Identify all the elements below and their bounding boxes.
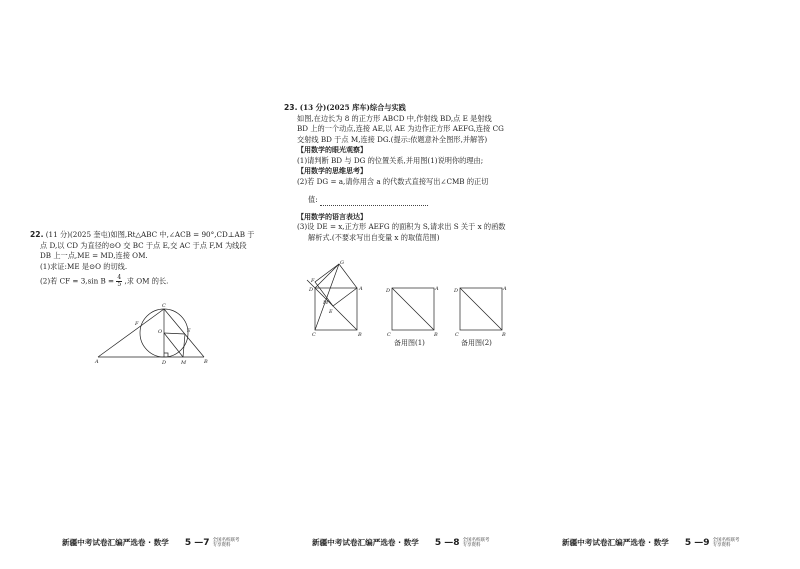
- q22-line2: 点 D,以 CD 为直径的⊙O 交 BC 于点 E,交 AC 于点 F,M 为线段: [40, 240, 247, 250]
- q22-label-a: A: [95, 359, 99, 365]
- q23-intro2: BD 上的一个动点,连接 AE,以 AE 为边作正方形 AEFG,连接 CG: [297, 124, 504, 133]
- q22-part2-prefix: (2)若 CF = 3,sin B =: [40, 276, 115, 286]
- footer-logo-bottom: 专享资料: [462, 542, 481, 548]
- footer-logo-bottom: 专享资料: [712, 542, 731, 548]
- footer-title: 新疆中考试卷汇编严选卷 · 数学: [562, 538, 669, 547]
- q23-label-m: M: [323, 300, 329, 306]
- footer-page-7: [62, 537, 240, 548]
- q22-label-f: F: [135, 321, 139, 327]
- q23-part3a: (3)设 DE = x,正方形 AEFG 的面积为 S,请求出 S 关于 x 的函数: [297, 222, 506, 231]
- q23-number: 23.: [284, 103, 298, 112]
- question-22: [30, 230, 255, 288]
- q22-label-m: M: [181, 360, 187, 366]
- footer-logo: [213, 538, 240, 548]
- q22-label-o: O: [158, 329, 163, 335]
- q22-label-e: E: [187, 328, 191, 334]
- q22-fraction: [116, 275, 122, 288]
- q22-fraction-numerator: 4: [117, 274, 122, 281]
- q22-part2: [30, 275, 255, 288]
- q23-line-cg: [315, 264, 339, 330]
- footer-page-number: 5 —9: [684, 537, 710, 548]
- q23-label-f: F: [311, 278, 315, 284]
- q23-part2a: (2)若 DG = a,请你用含 a 的代数式直接写出∠CMB 的正切: [297, 176, 489, 186]
- q23-spare-figure-2: [452, 282, 510, 340]
- q23-spare2-diagonal: [460, 288, 502, 330]
- footer-logo: [463, 538, 490, 548]
- footer-logo-top: 全国名校联考: [212, 537, 240, 543]
- q23-label-g: G: [340, 260, 344, 266]
- q23-part2b: [284, 195, 534, 206]
- footer-logo-bottom: 专享资料: [212, 542, 231, 548]
- footer-page-number: 5 —7: [184, 537, 210, 548]
- q23-spare1-label-d: D: [386, 288, 391, 294]
- q22-line3: DB 上一点,ME = MD,连接 OM.: [40, 251, 148, 260]
- q22-part1: (1)求证:ME 是⊙O 的切线.: [40, 261, 128, 271]
- q23-label-c: C: [312, 332, 316, 338]
- q23-spare2-label-a: A: [503, 286, 507, 292]
- q22-line-oe: [164, 333, 185, 334]
- q23-label-b: B: [358, 332, 362, 338]
- q23-label-e: E: [329, 309, 333, 315]
- q23-section3: 【用数学的语言表达】: [297, 212, 367, 221]
- footer-logo-top: 全国名校联考: [462, 537, 490, 543]
- q23-answer-blank: [320, 197, 428, 206]
- q23-spare1-label-c: C: [387, 332, 391, 338]
- q23-part1: (1)请判断 BD 与 DG 的位置关系,并用图(1)说明你的理由;: [297, 155, 484, 165]
- q23-line1: [284, 103, 534, 114]
- q23-part3b: 解析式.(不要求写出自变量 x 的取值范围): [308, 232, 440, 242]
- q22-right-angle: [164, 353, 168, 357]
- q22-label-d: D: [162, 360, 167, 366]
- q23-main-figure: [305, 258, 377, 338]
- q22-line1: [30, 230, 255, 241]
- q22-figure: [92, 300, 214, 370]
- q23-line-dg: [315, 264, 339, 288]
- q23-spare2-label-b: B: [502, 332, 506, 338]
- footer-logo: [713, 538, 740, 548]
- question-23: [284, 103, 534, 243]
- q23-spare1-label-a: A: [435, 286, 439, 292]
- footer-title: 新疆中考试卷汇编严选卷 · 数学: [312, 538, 419, 547]
- q23-label-a: A: [359, 286, 363, 292]
- q23-spare1-caption: 备用图(1): [394, 339, 425, 347]
- q22-line-ac: [98, 309, 164, 357]
- footer-logo-top: 全国名校联考: [712, 537, 740, 543]
- q22-label-c: C: [162, 303, 166, 309]
- q22-line-om: [164, 333, 183, 357]
- q23-section2: 【用数学的思维思考】: [297, 167, 367, 175]
- q22-number: 22.: [30, 230, 44, 239]
- q23-spare1-diagonal: [392, 288, 434, 330]
- q23-spare1-label-b: B: [434, 332, 438, 338]
- q23-spare2-label-c: C: [455, 332, 459, 338]
- q22-head: (11 分)(2025 奎屯)如图,Rt△ABC 中,∠ACB = 90°,CD⊥AB 于: [45, 230, 255, 239]
- footer-page-9: [562, 537, 740, 548]
- q23-intro3: 交射线 BD 于点 M,连接 DG.(提示:依题意补全图形,并解答): [297, 134, 488, 144]
- q23-head: (13 分)(2025 库车)综合与实践: [299, 103, 406, 112]
- q23-section1: 【用数学的眼光观察】: [297, 146, 367, 154]
- footer-page-number: 5 —8: [434, 537, 460, 548]
- q23-spare-figure-1: [386, 282, 440, 340]
- footer-title: 新疆中考试卷汇编严选卷 · 数学: [62, 538, 169, 547]
- q23-spare2-caption: 备用图(2): [461, 339, 492, 347]
- q22-label-b: B: [204, 359, 208, 365]
- q22-part2-suffix: ,求 OM 的长.: [124, 276, 169, 286]
- q22-fraction-denominator: 5: [117, 281, 122, 288]
- q23-label-d: D: [309, 287, 314, 293]
- q23-spare2-label-d: D: [454, 288, 459, 294]
- q23-square-aefg: [315, 264, 357, 306]
- footer-page-8: [312, 537, 490, 548]
- q23-part2b-text: 值:: [308, 195, 318, 204]
- q23-intro1: 如图,在边长为 8 的正方形 ABCD 中,作射线 BD,点 E 是射线: [297, 113, 492, 123]
